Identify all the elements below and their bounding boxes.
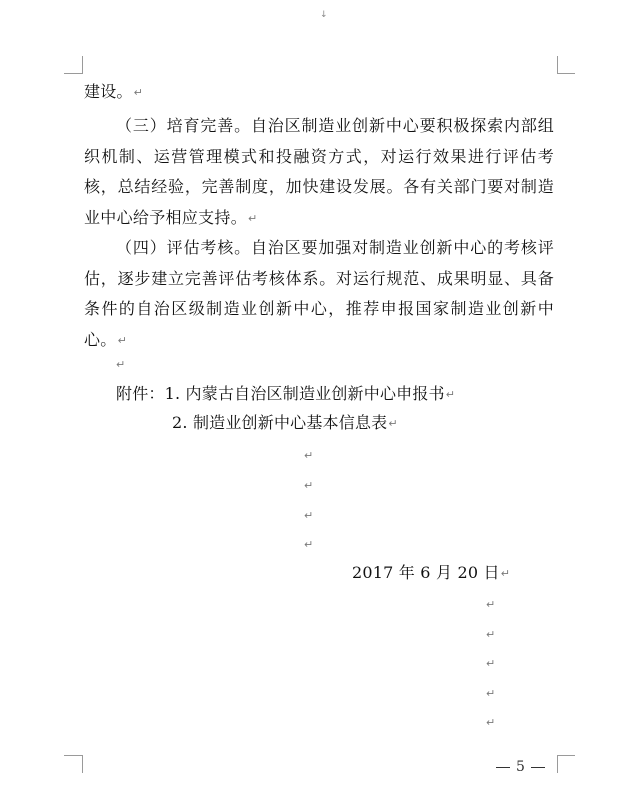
crop-mark-bottom-right-h bbox=[557, 755, 575, 756]
paragraph-mark-icon: ↵ bbox=[133, 86, 144, 99]
crop-mark-bottom-left-v bbox=[82, 755, 83, 773]
section-4-paragraph bbox=[84, 233, 554, 356]
page-number-dash-right bbox=[531, 767, 545, 768]
paragraph-mark-icon: ↵ bbox=[304, 509, 314, 522]
intro-fragment-text: 建设。 bbox=[84, 82, 133, 101]
page-number: 5 bbox=[516, 759, 525, 775]
crop-mark-top-left-h bbox=[64, 73, 82, 74]
date-line bbox=[352, 563, 510, 584]
attachment-line-2 bbox=[172, 413, 398, 434]
paragraph-mark-icon: ↵ bbox=[304, 449, 314, 462]
header-anchor-mark: ↓ bbox=[320, 10, 328, 20]
page-number-footer bbox=[490, 759, 551, 775]
paragraph-mark-icon: ↵ bbox=[116, 358, 126, 371]
crop-mark-top-right-h bbox=[557, 73, 575, 74]
paragraph-mark-icon: ↵ bbox=[486, 657, 496, 670]
paragraph-mark-icon: ↵ bbox=[117, 333, 128, 347]
crop-mark-top-left-v bbox=[82, 56, 83, 74]
paragraph-mark-icon: ↵ bbox=[486, 687, 496, 700]
attachment-line-1 bbox=[116, 384, 455, 405]
section-3-paragraph bbox=[84, 111, 554, 234]
paragraph-mark-icon: ↵ bbox=[486, 628, 496, 641]
attachment-label: 附件： bbox=[116, 384, 165, 403]
paragraph-mark-icon: ↵ bbox=[248, 211, 258, 225]
paragraph-mark-icon: ↵ bbox=[304, 538, 314, 551]
crop-mark-bottom-right-v bbox=[557, 755, 558, 773]
paragraph-mark-icon: ↵ bbox=[486, 716, 496, 729]
attachment-item-1: 1. 内蒙古自治区制造业创新中心申报书 bbox=[164, 384, 445, 403]
paragraph-mark-icon: ↵ bbox=[500, 567, 511, 580]
paragraph-mark-icon: ↵ bbox=[388, 417, 398, 430]
document-date: 2017 年 6 月 20 日 bbox=[352, 563, 500, 582]
paragraph-mark-icon: ↵ bbox=[445, 388, 456, 401]
intro-fragment-line bbox=[84, 82, 143, 103]
paragraph-mark-icon: ↵ bbox=[486, 598, 496, 611]
section-4-text: （四）评估考核。自治区要加强对制造业创新中心的考核评估，逐步建立完善评估考核体系。对运行规范、成果明显、具备条件的自治区级制造业创新中心，推荐申报国家制造业创新中心。 bbox=[84, 238, 554, 349]
page-number-dash-left bbox=[496, 767, 510, 768]
crop-mark-top-right-v bbox=[557, 56, 558, 74]
section-3-text: （三）培育完善。自治区制造业创新中心要积极探索内部组织机制、运营管理模式和投融资方式，对运行效果进行评估考核，总结经验，完善制度，加快建设发展。各有关部门要对制造业中心给予相应支持。 bbox=[84, 116, 554, 227]
crop-mark-bottom-left-h bbox=[64, 755, 82, 756]
paragraph-mark-icon: ↵ bbox=[304, 479, 314, 492]
attachment-item-2: 2. 制造业创新中心基本信息表 bbox=[172, 413, 388, 432]
